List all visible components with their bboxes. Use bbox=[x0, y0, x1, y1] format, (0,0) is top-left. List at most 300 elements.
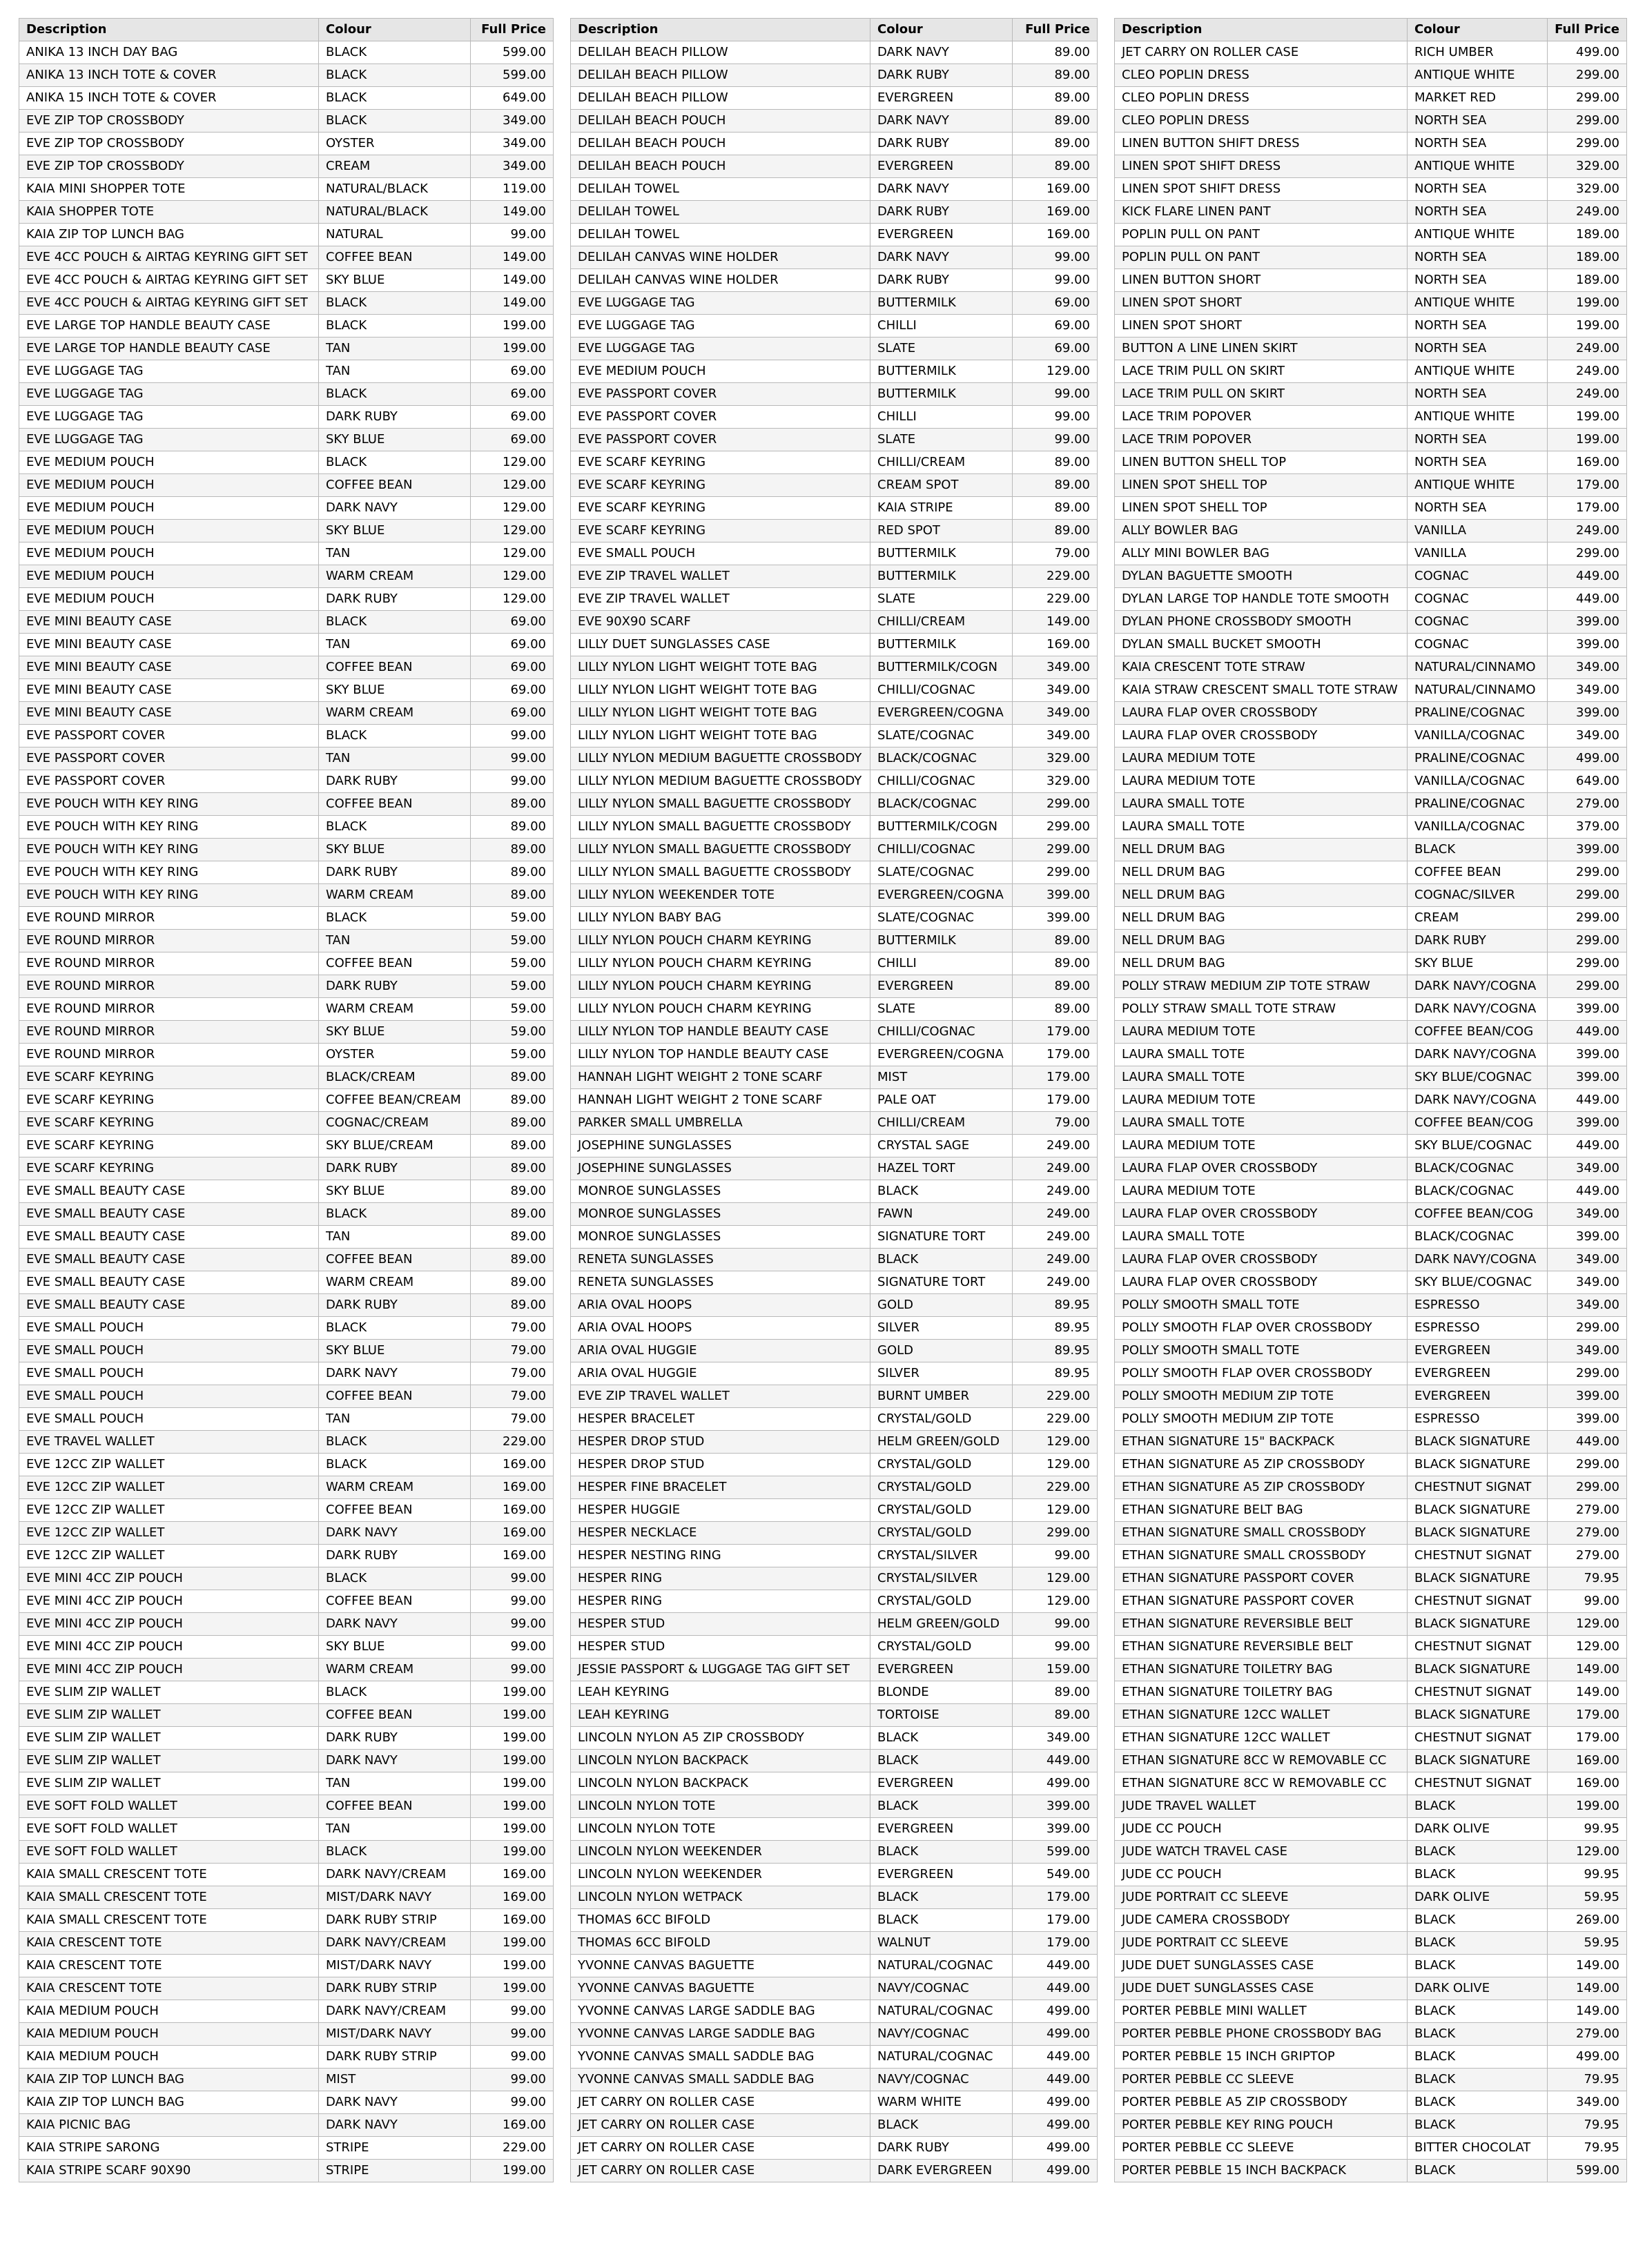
colour-cell: COGNAC bbox=[1408, 611, 1548, 634]
description-cell: ETHAN SIGNATURE TOILETRY BAG bbox=[1115, 1681, 1408, 1704]
description-cell: LILLY NYLON POUCH CHARM KEYRING bbox=[571, 975, 870, 998]
colour-cell: CRYSTAL/SILVER bbox=[870, 1545, 1013, 1567]
table-row bbox=[19, 634, 554, 656]
description-cell: EVE ROUND MIRROR bbox=[19, 1021, 319, 1044]
table-row bbox=[571, 861, 1098, 884]
table-row bbox=[571, 87, 1098, 110]
description-cell: LILLY NYLON TOP HANDLE BEAUTY CASE bbox=[571, 1021, 870, 1044]
price-cell: 329.00 bbox=[1013, 770, 1098, 793]
description-cell: LEAH KEYRING bbox=[571, 1704, 870, 1727]
description-cell: EVE ROUND MIRROR bbox=[19, 1044, 319, 1066]
colour-cell: BLACK bbox=[1408, 2069, 1548, 2091]
table-row bbox=[1115, 2137, 1627, 2160]
description-cell: DELILAH BEACH PILLOW bbox=[571, 41, 870, 64]
table-row bbox=[571, 1659, 1098, 1681]
table-row bbox=[1115, 816, 1627, 839]
colour-cell: DARK NAVY/CREAM bbox=[319, 1932, 471, 1955]
description-cell: DELILAH CANVAS WINE HOLDER bbox=[571, 269, 870, 292]
price-cell: 89.00 bbox=[471, 861, 554, 884]
table-row bbox=[571, 2046, 1098, 2069]
description-cell: HESPER RING bbox=[571, 1590, 870, 1613]
table-row bbox=[19, 1203, 554, 1226]
table-row bbox=[1115, 292, 1627, 315]
colour-cell: SKY BLUE bbox=[319, 269, 471, 292]
description-cell: LAURA FLAP OVER CROSSBODY bbox=[1115, 1203, 1408, 1226]
table-row bbox=[571, 1864, 1098, 1886]
table-row bbox=[1115, 998, 1627, 1021]
colour-cell: BLACK bbox=[319, 1431, 471, 1454]
description-cell: POLLY STRAW MEDIUM ZIP TOTE STRAW bbox=[1115, 975, 1408, 998]
table-row bbox=[19, 1476, 554, 1499]
description-cell: NELL DRUM BAG bbox=[1115, 861, 1408, 884]
price-cell: 89.00 bbox=[471, 1203, 554, 1226]
price-cell: 249.00 bbox=[1013, 1249, 1098, 1271]
colour-cell: BLACK bbox=[870, 1727, 1013, 1750]
price-cell: 499.00 bbox=[1013, 2160, 1098, 2182]
table-row bbox=[1115, 1522, 1627, 1545]
description-cell: EVE SCARF KEYRING bbox=[571, 497, 870, 520]
colour-cell: NATURAL/COGNAC bbox=[870, 1955, 1013, 1977]
table-row bbox=[19, 64, 554, 87]
colour-cell: COFFEE BEAN bbox=[319, 474, 471, 497]
price-cell: 229.00 bbox=[1013, 565, 1098, 588]
colour-cell: BLACK/CREAM bbox=[319, 1066, 471, 1089]
description-cell: KAIA CRESCENT TOTE bbox=[19, 1977, 319, 2000]
description-cell: LAURA SMALL TOTE bbox=[1115, 793, 1408, 816]
table-row bbox=[1115, 2000, 1627, 2023]
description-cell: ETHAN SIGNATURE A5 ZIP CROSSBODY bbox=[1115, 1476, 1408, 1499]
colour-cell: BURNT UMBER bbox=[870, 1385, 1013, 1408]
table-row bbox=[19, 2137, 554, 2160]
description-cell: EVE SOFT FOLD WALLET bbox=[19, 1841, 319, 1864]
price-cell: 129.00 bbox=[471, 451, 554, 474]
table-row bbox=[571, 1772, 1098, 1795]
colour-cell: EVERGREEN bbox=[870, 1864, 1013, 1886]
description-cell: POPLIN PULL ON PANT bbox=[1115, 224, 1408, 246]
colour-cell: NORTH SEA bbox=[1408, 246, 1548, 269]
colour-cell: EVERGREEN bbox=[870, 1772, 1013, 1795]
colour-cell: DARK RUBY bbox=[870, 201, 1013, 224]
table-row bbox=[571, 1727, 1098, 1750]
description-cell: DELILAH TOWEL bbox=[571, 224, 870, 246]
description-cell: LAURA SMALL TOTE bbox=[1115, 1044, 1408, 1066]
table-row bbox=[1115, 634, 1627, 656]
price-cell: 199.00 bbox=[471, 338, 554, 360]
price-cell: 499.00 bbox=[1013, 1772, 1098, 1795]
table-row bbox=[19, 1385, 554, 1408]
colour-cell: BLACK bbox=[319, 110, 471, 133]
colour-cell: MIST/DARK NAVY bbox=[319, 1886, 471, 1909]
colour-cell: DARK NAVY bbox=[319, 1362, 471, 1385]
colour-cell: CREAM SPOT bbox=[870, 474, 1013, 497]
description-cell: POLLY SMOOTH FLAP OVER CROSSBODY bbox=[1115, 1362, 1408, 1385]
description-cell: LAURA SMALL TOTE bbox=[1115, 1226, 1408, 1249]
description-cell: ANIKA 13 INCH TOTE & COVER bbox=[19, 64, 319, 87]
price-cell: 499.00 bbox=[1013, 2023, 1098, 2046]
description-cell: DELILAH BEACH PILLOW bbox=[571, 87, 870, 110]
colour-cell: CHILLI/COGNAC bbox=[870, 679, 1013, 702]
colour-cell: TAN bbox=[319, 338, 471, 360]
price-cell: 199.00 bbox=[471, 1750, 554, 1772]
colour-cell: CHILLI/COGNAC bbox=[870, 770, 1013, 793]
description-cell: LACE TRIM POPOVER bbox=[1115, 429, 1408, 451]
table-row bbox=[19, 1340, 554, 1362]
colour-cell: CHESTNUT SIGNAT bbox=[1408, 1727, 1548, 1750]
price-cell: 129.00 bbox=[471, 497, 554, 520]
price-cell: 69.00 bbox=[471, 383, 554, 406]
description-cell: EVE SLIM ZIP WALLET bbox=[19, 1704, 319, 1727]
price-cell: 329.00 bbox=[1548, 178, 1627, 201]
price-cell: 399.00 bbox=[1548, 611, 1627, 634]
colour-cell: EVERGREEN bbox=[870, 1659, 1013, 1681]
description-cell: EVE MEDIUM POUCH bbox=[19, 542, 319, 565]
colour-cell: RED SPOT bbox=[870, 520, 1013, 542]
description-cell: EVE SCARF KEYRING bbox=[571, 451, 870, 474]
description-cell: JUDE CAMERA CROSSBODY bbox=[1115, 1909, 1408, 1932]
price-cell: 89.95 bbox=[1013, 1340, 1098, 1362]
price-cell: 169.00 bbox=[1548, 1750, 1627, 1772]
price-cell: 199.00 bbox=[471, 1977, 554, 2000]
table-row bbox=[19, 133, 554, 155]
table-row bbox=[571, 679, 1098, 702]
table-row bbox=[19, 542, 554, 565]
table-row bbox=[19, 975, 554, 998]
colour-cell: SKY BLUE bbox=[319, 839, 471, 861]
table-row bbox=[571, 1704, 1098, 1727]
table-row bbox=[571, 1567, 1098, 1590]
colour-cell: BLACK SIGNATURE bbox=[1408, 1567, 1548, 1590]
colour-cell: EVERGREEN bbox=[870, 1818, 1013, 1841]
table-row bbox=[1115, 588, 1627, 611]
colour-cell: BLACK bbox=[319, 1681, 471, 1704]
description-cell: PORTER PEBBLE CC SLEEVE bbox=[1115, 2137, 1408, 2160]
price-cell: 169.00 bbox=[1013, 201, 1098, 224]
table-row bbox=[1115, 1818, 1627, 1841]
colour-cell: BUTTERMILK/COGN bbox=[870, 656, 1013, 679]
description-cell: ETHAN SIGNATURE 8CC W REMOVABLE CC bbox=[1115, 1750, 1408, 1772]
price-cell: 229.00 bbox=[471, 2137, 554, 2160]
price-cell: 99.00 bbox=[1013, 383, 1098, 406]
description-cell: JUDE PORTRAIT CC SLEEVE bbox=[1115, 1886, 1408, 1909]
table-row bbox=[1115, 1249, 1627, 1271]
price-cell: 69.00 bbox=[471, 360, 554, 383]
price-cell: 399.00 bbox=[1548, 702, 1627, 725]
description-cell: EVE LUGGAGE TAG bbox=[19, 406, 319, 429]
description-cell: LACE TRIM PULL ON SKIRT bbox=[1115, 383, 1408, 406]
colour-cell: EVERGREEN bbox=[870, 975, 1013, 998]
description-cell: HANNAH LIGHT WEIGHT 2 TONE SCARF bbox=[571, 1089, 870, 1112]
table-row bbox=[19, 1932, 554, 1955]
description-cell: YVONNE CANVAS SMALL SADDLE BAG bbox=[571, 2069, 870, 2091]
description-cell: LAURA FLAP OVER CROSSBODY bbox=[1115, 725, 1408, 747]
colour-cell: DARK NAVY/CREAM bbox=[319, 1864, 471, 1886]
table-row bbox=[19, 338, 554, 360]
table-row bbox=[571, 338, 1098, 360]
colour-cell: PALE OAT bbox=[870, 1089, 1013, 1112]
description-cell: LAURA FLAP OVER CROSSBODY bbox=[1115, 1271, 1408, 1294]
table-row bbox=[19, 155, 554, 178]
price-cell: 89.00 bbox=[1013, 520, 1098, 542]
description-cell: LILLY NYLON SMALL BAGUETTE CROSSBODY bbox=[571, 839, 870, 861]
price-cell: 249.00 bbox=[1013, 1226, 1098, 1249]
price-cell: 599.00 bbox=[1548, 2160, 1627, 2182]
table-row bbox=[1115, 224, 1627, 246]
table-row bbox=[19, 588, 554, 611]
price-cell: 169.00 bbox=[1548, 451, 1627, 474]
description-cell: DELILAH TOWEL bbox=[571, 178, 870, 201]
colour-cell: NATURAL/CINNAMO bbox=[1408, 656, 1548, 679]
description-cell: ARIA OVAL HUGGIE bbox=[571, 1362, 870, 1385]
description-cell: EVE SCARF KEYRING bbox=[19, 1135, 319, 1157]
table-row bbox=[571, 360, 1098, 383]
table-row bbox=[1115, 1226, 1627, 1249]
table-row bbox=[1115, 1135, 1627, 1157]
table-row bbox=[1115, 656, 1627, 679]
price-cell: 129.00 bbox=[1013, 1590, 1098, 1613]
description-cell: PORTER PEBBLE KEY RING POUCH bbox=[1115, 2114, 1408, 2137]
full-price-header: Full Price bbox=[471, 19, 554, 41]
table-row bbox=[1115, 1317, 1627, 1340]
table-row bbox=[19, 474, 554, 497]
price-cell: 349.00 bbox=[1548, 1249, 1627, 1271]
colour-cell: DARK RUBY STRIP bbox=[319, 1977, 471, 2000]
colour-cell: COFFEE BEAN bbox=[319, 952, 471, 975]
description-cell: LACE TRIM PULL ON SKIRT bbox=[1115, 360, 1408, 383]
table-row bbox=[571, 975, 1098, 998]
table-row bbox=[571, 1499, 1098, 1522]
description-cell: EVE MINI 4CC ZIP POUCH bbox=[19, 1659, 319, 1681]
colour-cell: NORTH SEA bbox=[1408, 178, 1548, 201]
description-cell: EVE PASSPORT COVER bbox=[571, 429, 870, 451]
colour-cell: TAN bbox=[319, 542, 471, 565]
description-cell: EVE SCARF KEYRING bbox=[571, 474, 870, 497]
colour-cell: DARK RUBY bbox=[319, 861, 471, 884]
table-row bbox=[571, 1294, 1098, 1317]
price-cell: 99.00 bbox=[471, 770, 554, 793]
table-row bbox=[571, 770, 1098, 793]
price-cell: 129.00 bbox=[1548, 1613, 1627, 1636]
description-cell: JOSEPHINE SUNGLASSES bbox=[571, 1157, 870, 1180]
price-cell: 499.00 bbox=[1548, 2046, 1627, 2069]
price-cell: 269.00 bbox=[1548, 1909, 1627, 1932]
table-row bbox=[571, 1590, 1098, 1613]
price-cell: 349.00 bbox=[1548, 2091, 1627, 2114]
table-row bbox=[571, 1636, 1098, 1659]
description-cell: ARIA OVAL HOOPS bbox=[571, 1317, 870, 1340]
table-row bbox=[1115, 839, 1627, 861]
price-cell: 199.00 bbox=[471, 315, 554, 338]
table-row bbox=[571, 133, 1098, 155]
table-row bbox=[571, 2069, 1098, 2091]
table-row bbox=[1115, 87, 1627, 110]
description-cell: RENETA SUNGLASSES bbox=[571, 1271, 870, 1294]
table-row bbox=[1115, 497, 1627, 520]
colour-cell: BLACK/COGNAC bbox=[870, 793, 1013, 816]
table-row bbox=[19, 520, 554, 542]
table-row bbox=[571, 1317, 1098, 1340]
colour-cell: HELM GREEN/GOLD bbox=[870, 1431, 1013, 1454]
colour-cell: PRALINE/COGNAC bbox=[1408, 747, 1548, 770]
table-row bbox=[571, 497, 1098, 520]
colour-cell: BLACK bbox=[1408, 2000, 1548, 2023]
colour-cell: BLACK/COGNAC bbox=[870, 747, 1013, 770]
price-cell: 299.00 bbox=[1548, 975, 1627, 998]
table-row bbox=[1115, 2160, 1627, 2182]
description-cell: EVE MINI 4CC ZIP POUCH bbox=[19, 1590, 319, 1613]
table-row bbox=[19, 1886, 554, 1909]
price-cell: 199.00 bbox=[471, 1727, 554, 1750]
price-cell: 89.00 bbox=[1013, 155, 1098, 178]
price-cell: 89.00 bbox=[1013, 1681, 1098, 1704]
price-cell: 599.00 bbox=[1013, 1841, 1098, 1864]
colour-cell: DARK NAVY bbox=[319, 2091, 471, 2114]
table-row bbox=[19, 87, 554, 110]
description-cell: THOMAS 6CC BIFOLD bbox=[571, 1932, 870, 1955]
colour-cell: WARM CREAM bbox=[319, 1659, 471, 1681]
table-row bbox=[1115, 930, 1627, 952]
price-cell: 329.00 bbox=[1013, 747, 1098, 770]
table-row bbox=[571, 451, 1098, 474]
description-cell: EVE MINI 4CC ZIP POUCH bbox=[19, 1567, 319, 1590]
colour-cell: BLACK bbox=[1408, 2091, 1548, 2114]
price-cell: 89.00 bbox=[471, 1226, 554, 1249]
table-row bbox=[571, 1362, 1098, 1385]
price-cell: 199.00 bbox=[1548, 292, 1627, 315]
table-row bbox=[19, 1431, 554, 1454]
description-cell: ETHAN SIGNATURE PASSPORT COVER bbox=[1115, 1590, 1408, 1613]
table-row bbox=[19, 839, 554, 861]
price-cell: 299.00 bbox=[1548, 907, 1627, 930]
price-cell: 149.00 bbox=[1548, 1955, 1627, 1977]
table-row bbox=[571, 406, 1098, 429]
price-cell: 399.00 bbox=[1013, 907, 1098, 930]
price-cell: 89.00 bbox=[471, 816, 554, 839]
description-cell: LAURA MEDIUM TOTE bbox=[1115, 770, 1408, 793]
price-cell: 179.00 bbox=[1013, 1044, 1098, 1066]
colour-cell: WARM CREAM bbox=[319, 565, 471, 588]
price-cell: 89.00 bbox=[471, 1066, 554, 1089]
price-cell: 149.00 bbox=[1548, 2000, 1627, 2023]
price-cell: 349.00 bbox=[1013, 656, 1098, 679]
description-cell: JOSEPHINE SUNGLASSES bbox=[571, 1135, 870, 1157]
table-row bbox=[19, 930, 554, 952]
price-cell: 89.00 bbox=[1013, 1704, 1098, 1727]
description-cell: MONROE SUNGLASSES bbox=[571, 1180, 870, 1203]
description-cell: LINEN SPOT SHELL TOP bbox=[1115, 474, 1408, 497]
table-row bbox=[19, 793, 554, 816]
price-cell: 379.00 bbox=[1548, 816, 1627, 839]
price-cell: 99.00 bbox=[471, 224, 554, 246]
price-cell: 89.00 bbox=[471, 1180, 554, 1203]
table-row bbox=[1115, 1294, 1627, 1317]
description-cell: POLLY SMOOTH MEDIUM ZIP TOTE bbox=[1115, 1408, 1408, 1431]
table-row bbox=[19, 770, 554, 793]
colour-cell: BLACK bbox=[319, 1317, 471, 1340]
description-cell: JET CARRY ON ROLLER CASE bbox=[571, 2160, 870, 2182]
description-cell: ETHAN SIGNATURE A5 ZIP CROSSBODY bbox=[1115, 1454, 1408, 1476]
description-cell: LAURA MEDIUM TOTE bbox=[1115, 747, 1408, 770]
colour-cell: BUTTERMILK bbox=[870, 292, 1013, 315]
price-cell: 349.00 bbox=[1548, 725, 1627, 747]
description-cell: HESPER NESTING RING bbox=[571, 1545, 870, 1567]
table-row bbox=[1115, 542, 1627, 565]
price-cell: 449.00 bbox=[1013, 2069, 1098, 2091]
description-cell: EVE SCARF KEYRING bbox=[19, 1089, 319, 1112]
price-cell: 299.00 bbox=[1013, 816, 1098, 839]
table-row bbox=[19, 1864, 554, 1886]
table-row bbox=[1115, 1841, 1627, 1864]
description-cell: JET CARRY ON ROLLER CASE bbox=[571, 2114, 870, 2137]
price-cell: 299.00 bbox=[1548, 64, 1627, 87]
table-row bbox=[571, 1613, 1098, 1636]
colour-cell: FAWN bbox=[870, 1203, 1013, 1226]
price-cell: 299.00 bbox=[1548, 87, 1627, 110]
colour-cell: CRYSTAL/GOLD bbox=[870, 1522, 1013, 1545]
price-cell: 89.00 bbox=[471, 1089, 554, 1112]
colour-cell: MARKET RED bbox=[1408, 87, 1548, 110]
table-row bbox=[571, 1818, 1098, 1841]
table-row bbox=[1115, 1476, 1627, 1499]
price-cell: 449.00 bbox=[1548, 1021, 1627, 1044]
table-row bbox=[1115, 201, 1627, 224]
table-row bbox=[19, 725, 554, 747]
table-row bbox=[571, 246, 1098, 269]
price-cell: 59.00 bbox=[471, 998, 554, 1021]
table-row bbox=[571, 1044, 1098, 1066]
colour-cell: KAIA STRIPE bbox=[870, 497, 1013, 520]
price-cell: 299.00 bbox=[1548, 1317, 1627, 1340]
price-cell: 79.95 bbox=[1548, 2137, 1627, 2160]
price-cell: 169.00 bbox=[471, 2114, 554, 2137]
description-cell: EVE PASSPORT COVER bbox=[19, 725, 319, 747]
description-cell: CLEO POPLIN DRESS bbox=[1115, 64, 1408, 87]
colour-cell: BLACK bbox=[319, 383, 471, 406]
table-row bbox=[19, 1021, 554, 1044]
price-cell: 449.00 bbox=[1548, 1431, 1627, 1454]
price-cell: 69.00 bbox=[471, 702, 554, 725]
colour-cell: SLATE/COGNAC bbox=[870, 907, 1013, 930]
colour-cell: CRYSTAL/GOLD bbox=[870, 1408, 1013, 1431]
table-row bbox=[571, 793, 1098, 816]
colour-cell: DARK RUBY bbox=[870, 269, 1013, 292]
colour-cell: DARK NAVY/COGNA bbox=[1408, 998, 1548, 1021]
table-row bbox=[19, 1659, 554, 1681]
price-cell: 89.95 bbox=[1013, 1317, 1098, 1340]
table-row bbox=[571, 1454, 1098, 1476]
colour-cell: NAVY/COGNAC bbox=[870, 2069, 1013, 2091]
table-row bbox=[19, 1317, 554, 1340]
description-cell: ANIKA 15 INCH TOTE & COVER bbox=[19, 87, 319, 110]
colour-cell: BLACK SIGNATURE bbox=[1408, 1454, 1548, 1476]
table-row bbox=[19, 497, 554, 520]
description-cell: KAIA SMALL CRESCENT TOTE bbox=[19, 1864, 319, 1886]
price-cell: 599.00 bbox=[471, 64, 554, 87]
colour-cell: BLACK bbox=[870, 1841, 1013, 1864]
price-cell: 299.00 bbox=[1548, 930, 1627, 952]
price-cell: 89.00 bbox=[1013, 64, 1098, 87]
table-row bbox=[19, 884, 554, 907]
price-cell: 299.00 bbox=[1013, 1522, 1098, 1545]
table-row bbox=[19, 1226, 554, 1249]
price-cell: 99.00 bbox=[471, 2046, 554, 2069]
price-cell: 199.00 bbox=[471, 1795, 554, 1818]
colour-cell: BLACK bbox=[319, 1203, 471, 1226]
description-cell: ETHAN SIGNATURE 15" BACKPACK bbox=[1115, 1431, 1408, 1454]
colour-cell: BLACK bbox=[870, 1795, 1013, 1818]
table-row bbox=[19, 1362, 554, 1385]
colour-cell: DARK NAVY bbox=[870, 178, 1013, 201]
price-cell: 79.00 bbox=[471, 1340, 554, 1362]
